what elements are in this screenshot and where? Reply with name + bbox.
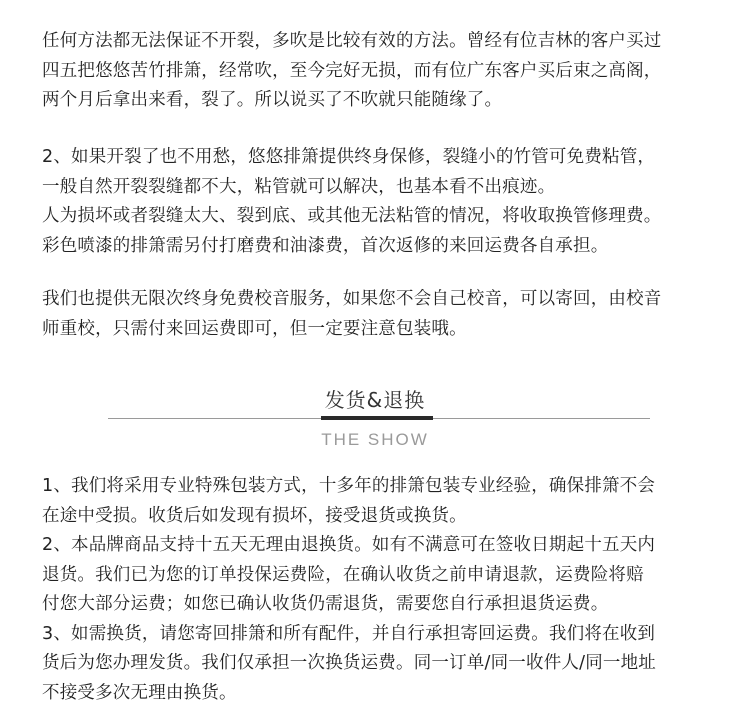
text-line: 人为损坏或者裂缝太大、裂到底、或其他无法粘管的情况，将收取换管修理费。 (42, 202, 722, 232)
text-line: 一般自然开裂裂缝都不大，粘管就可以解决，也基本看不出痕迹。 (42, 173, 722, 203)
tuning-paragraph (42, 285, 722, 344)
repair-paragraph (42, 143, 722, 261)
text-line: 2、本品牌商品支持十五天无理由退换货。如有不满意可在签收日期起十五天内 (42, 531, 722, 561)
text-line: 四五把悠悠苦竹排箫，经常吹，至今完好无损，而有位广东客户买后束之高阁， (42, 57, 722, 87)
text-line: 师重校，只需付来回运费即可，但一定要注意包装哦。 (42, 315, 722, 345)
shipping-paragraph (42, 472, 722, 708)
text-line: 彩色喷漆的排箫需另付打磨费和油漆费，首次返修的来回运费各自承担。 (42, 232, 722, 262)
text-line: 2、如果开裂了也不用愁，悠悠排箫提供终身保修，裂缝小的竹管可免费粘管， (42, 143, 722, 173)
text-line: 退货。我们已为您的订单投保运费险，在确认收货之前申请退款，运费险将赔 (42, 561, 722, 591)
section-title: 发货&退换 (0, 384, 750, 413)
text-line: 货后为您办理发货。我们仅承担一次换货运费。同一订单/同一收件人/同一地址 (42, 649, 722, 679)
text-line: 在途中受损。收货后如发现有损坏，接受退货或换货。 (42, 502, 722, 532)
text-line: 付您大部分运费；如您已确认收货仍需退货，需要您自行承担退货运费。 (42, 590, 722, 620)
section-subtitle: THE SHOW (0, 430, 750, 450)
text-line: 3、如需换货，请您寄回排箫和所有配件，并自行承担寄回运费。我们将在收到 (42, 620, 722, 650)
text-line: 任何方法都无法保证不开裂，多吹是比较有效的方法。曾经有位吉林的客户买过 (42, 27, 722, 57)
text-line: 1、我们将采用专业特殊包装方式，十多年的排箫包装专业经验，确保排箫不会 (42, 472, 722, 502)
section-divider-accent (321, 416, 433, 420)
text-line: 两个月后拿出来看，裂了。所以说买了不吹就只能随缘了。 (42, 86, 722, 116)
text-line: 不接受多次无理由换货。 (42, 679, 722, 708)
intro-paragraph (42, 27, 722, 116)
text-line: 我们也提供无限次终身免费校音服务，如果您不会自己校音，可以寄回，由校音 (42, 285, 722, 315)
